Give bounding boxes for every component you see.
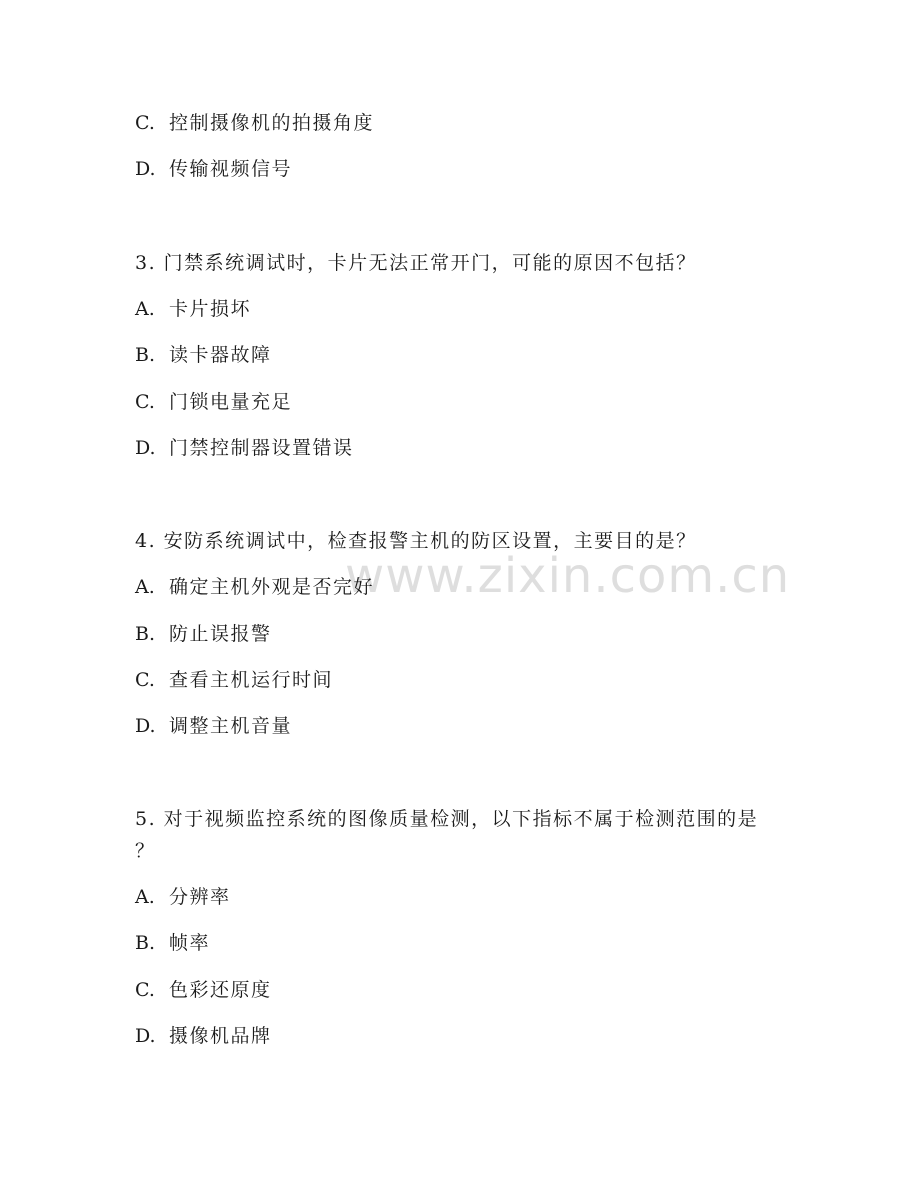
q4-option-b [135, 622, 272, 646]
option-text: 防止误报警 [169, 623, 272, 645]
q3-option-d [135, 436, 354, 460]
q3-stem: 3. 门禁系统调试时，卡片无法正常开门，可能的原因不包括？ [135, 252, 697, 274]
option-text: 帧率 [169, 932, 211, 954]
option-text: 分辨率 [169, 886, 231, 908]
option-label: C. [135, 979, 155, 1001]
option-text: 卡片损坏 [169, 298, 252, 320]
q3-option-b [135, 343, 272, 367]
option-text: 摄像机品牌 [169, 1025, 272, 1047]
q5-option-a [135, 885, 231, 909]
option-text: 控制摄像机的拍摄角度 [169, 112, 375, 134]
q5-stem-line2: ？ [135, 840, 156, 862]
option-label: A. [135, 298, 155, 320]
q5-stem-line1: 5. 对于视频监控系统的图像质量检测，以下指标不属于检测范围的是 [135, 808, 759, 830]
option-label: C. [135, 669, 155, 691]
q5-option-c [135, 978, 272, 1002]
option-label: D. [135, 715, 156, 737]
q4-option-c [135, 668, 333, 692]
q2-option-c [135, 111, 374, 135]
option-label: C. [135, 112, 155, 134]
q4-option-d [135, 714, 292, 738]
option-text: 读卡器故障 [169, 344, 272, 366]
option-text: 查看主机运行时间 [169, 669, 334, 691]
option-text: 门锁电量充足 [169, 391, 293, 413]
option-label: D. [135, 158, 156, 180]
option-label: B. [135, 932, 156, 954]
option-text: 传输视频信号 [169, 158, 293, 180]
q3-option-c [135, 390, 292, 414]
q5-option-d [135, 1024, 272, 1048]
option-label: B. [135, 344, 156, 366]
q3-option-a [135, 297, 251, 321]
q4-option-a [135, 575, 374, 599]
option-text: 门禁控制器设置错误 [169, 437, 354, 459]
q5-option-b [135, 931, 210, 955]
option-label: A. [135, 576, 155, 598]
option-text: 确定主机外观是否完好 [169, 576, 375, 598]
option-label: B. [135, 623, 156, 645]
q4-stem: 4. 安防系统调试中，检查报警主机的防区设置，主要目的是？ [135, 530, 697, 552]
option-text: 色彩还原度 [169, 979, 272, 1001]
q2-option-d [135, 157, 292, 181]
watermark: www.zixin.com.cn [345, 548, 791, 604]
option-label: C. [135, 391, 155, 413]
option-label: D. [135, 1025, 156, 1047]
option-label: A. [135, 886, 155, 908]
option-label: D. [135, 437, 156, 459]
option-text: 调整主机音量 [169, 715, 293, 737]
